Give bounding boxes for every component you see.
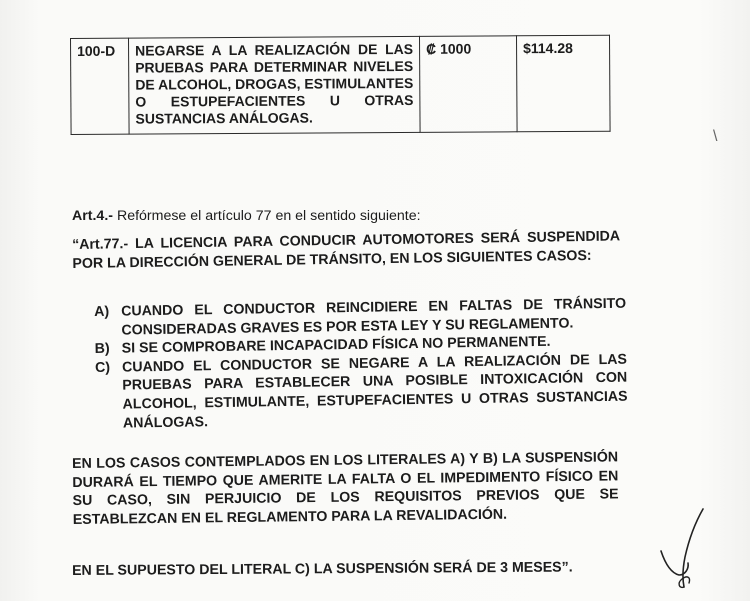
handwritten-initials-icon <box>655 505 715 595</box>
list-text: CUANDO EL CONDUCTOR SE NEGARE A LA REALIZACIÓN DE LAS PRUEBAS PARA ESTABLECER UNA POSIBLE INTOXICACIÓN CON ALCOHOL, ESTIMULANTE, ESTUPEFACIENTES U OTRAS SUSTANCIAS ANÁLOGAS. <box>121 351 628 432</box>
article-label: Art.4.- <box>72 208 113 224</box>
infraction-description: NEGARSE A LA REALIZACIÓN DE LAS PRUEBAS PARA DETERMINAR NIVELES DE ALCOHOL, DROGAS, ESTIMULANTES O ESTUPEFACIENTES U OTRAS SUSTANCIAS ANÁLOGAS. <box>129 36 421 134</box>
list-marker: C) <box>94 359 111 376</box>
fee-table <box>70 35 611 135</box>
cases-list <box>94 295 628 433</box>
table-row <box>71 35 611 134</box>
list-marker: A) <box>94 303 110 320</box>
list-text: SI SE COMPROBARE INCAPACIDAD FÍSICA NO PERMANENTE. <box>121 334 551 357</box>
suspension-duration-paragraph: EN LOS CASOS CONTEMPLADOS EN LOS LITERALES A) Y B) LA SUSPENSIÓN DURARÁ EL TIEMPO QUE AMERITE LA FALTA O EL IMPEDIMENTO FÍSICO EN SU CASO, SIN PERJUICIO DE LOS REQUISITOS PREVIOS QUE SE ESTABLEZCAN EN EL REGLAMENTO PARA LA REVALIDACIÓN. <box>72 449 619 528</box>
article-intro <box>72 207 620 226</box>
infraction-code: 100-D <box>71 38 130 134</box>
list-marker: B) <box>94 340 110 358</box>
article-intro-text: Refórmese el artículo 77 en el sentido siguiente: <box>113 208 421 224</box>
literal-c-paragraph: EN EL SUPUESTO DEL LITERAL C) LA SUSPENSIÓN SERÁ DE 3 MESES”. <box>72 559 573 579</box>
fine-colones: ₡ 1000 <box>419 36 517 133</box>
list-item <box>95 350 628 433</box>
margin-tick-mark: \ <box>713 128 718 145</box>
article-77-text: “Art.77.- LA LICENCIA PARA CONDUCIR AUTOMOTORES SERÁ SUSPENDIDA POR LA DIRECCIÓN GENERAL DE TRÁNSITO, EN LOS SIGUIENTES CASOS: <box>72 228 621 272</box>
fine-dollars: $114.28 <box>516 35 610 132</box>
list-text: CUANDO EL CONDUCTOR REINCIDIERE EN FALTAS DE TRÁNSITO CONSIDERADAS GRAVES ES POR ESTA LEY Y SU REGLAMENTO. <box>121 295 627 339</box>
